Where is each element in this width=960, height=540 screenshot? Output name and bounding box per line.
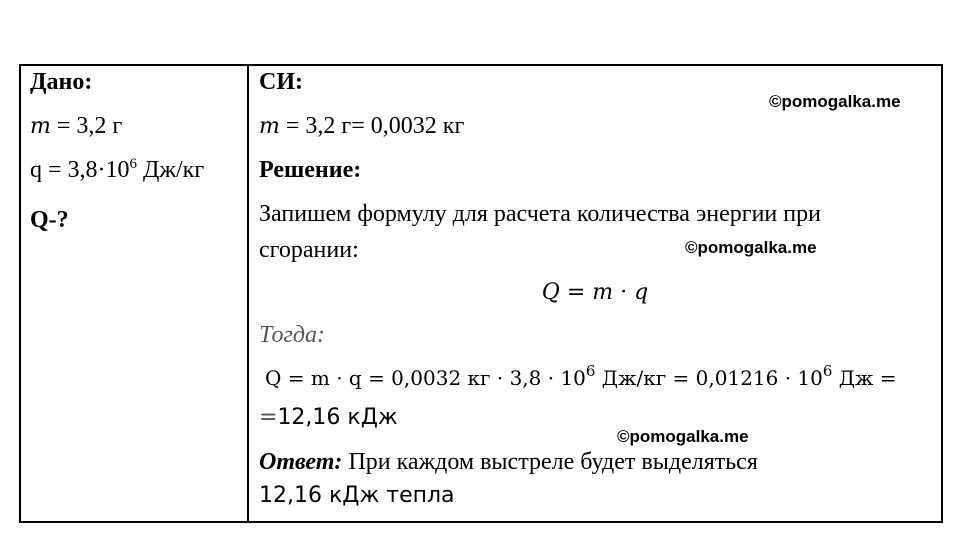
solution-heading: Решение: (259, 157, 362, 183)
result-value: 12,16 кДж (277, 405, 398, 430)
answer-label: Ответ: (259, 449, 343, 475)
heat-exponent: 6 (129, 156, 138, 172)
calculation-line (265, 364, 897, 392)
answer-line-2: 12,16 кДж тепла (259, 483, 455, 508)
solution-table (19, 64, 943, 523)
solution-text-2: сгорании: (259, 237, 359, 263)
heat-prefix: q = 3,8·10 (30, 157, 130, 183)
given-column (21, 66, 249, 521)
heat-unit: Дж/кг (137, 157, 205, 183)
mass-value: = 3,2 г (50, 113, 123, 139)
si-mass-symbol: m (259, 114, 280, 139)
calc-exponent-1: 6 (585, 362, 596, 380)
si-mass-value: = 3,2 г= 0,0032 кг (279, 113, 465, 139)
answer-line (259, 448, 758, 476)
result-equals: = (259, 405, 278, 430)
calc-part-2: Дж/кг = 0,01216 · 10 (595, 366, 823, 390)
given-mass (30, 112, 122, 141)
mass-symbol: m (30, 114, 51, 139)
answer-text: При каждом выстреле будет выделяться (342, 449, 758, 475)
watermark-1: ©pomogalka.me (769, 92, 901, 111)
calc-part-1: Q = m · q = 0,0032 кг · 3,8 · 10 (265, 366, 586, 390)
find-quantity: Q-? (30, 207, 69, 233)
watermark-2: ©pomogalka.me (685, 238, 817, 257)
calc-part-3: Дж = (832, 366, 897, 390)
solution-column (249, 66, 941, 521)
given-heat (30, 156, 204, 184)
si-mass (259, 112, 464, 141)
then-label: Тогда: (259, 322, 325, 348)
solution-text-1: Запишем формулу для расчета количества энергии при (259, 201, 821, 227)
watermark-3: ©pomogalka.me (617, 427, 749, 446)
given-heading: Дано: (30, 69, 93, 95)
calculation-result (259, 404, 398, 432)
formula: Q = m · q (541, 280, 649, 305)
si-heading: СИ: (259, 69, 303, 95)
calc-exponent-2: 6 (822, 362, 833, 380)
